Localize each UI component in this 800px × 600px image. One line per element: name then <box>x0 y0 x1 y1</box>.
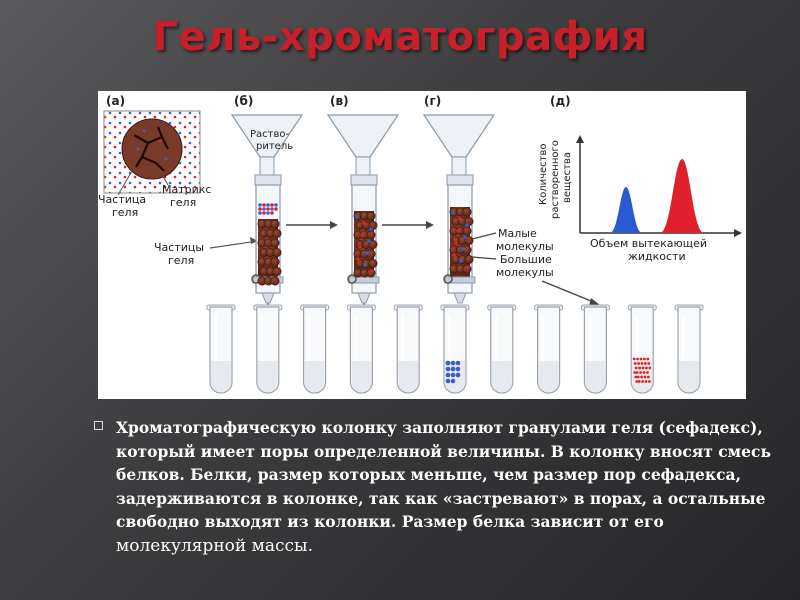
tube-liquid <box>258 361 278 392</box>
small-molecule <box>451 211 455 215</box>
small-molecule <box>446 379 451 384</box>
large-molecule <box>370 269 374 273</box>
small-molecule-peak <box>610 187 642 233</box>
panel-label-d: (г) <box>424 94 442 108</box>
small-molecule <box>446 361 451 366</box>
large-molecule <box>454 241 458 245</box>
gel-particle-label-2: геля <box>112 206 139 219</box>
large-molecule <box>641 362 644 365</box>
large-molecules-label-2: молекулы <box>496 266 554 279</box>
small-molecule <box>456 361 461 366</box>
large-molecule <box>636 358 639 361</box>
large-molecule <box>262 203 266 207</box>
large-molecule <box>644 362 647 365</box>
small-molecule <box>451 379 456 384</box>
gel-particle-label-1: Частица <box>98 193 147 206</box>
large-molecule <box>645 380 648 383</box>
small-molecule <box>274 203 278 207</box>
small-molecule <box>365 251 369 255</box>
large-molecules-label-1: Большие <box>500 253 552 266</box>
large-molecule <box>648 380 651 383</box>
description-paragraph <box>116 416 776 558</box>
large-molecule <box>645 367 648 370</box>
large-molecule-peak <box>660 159 704 233</box>
gel-bead <box>271 258 279 266</box>
large-molecule <box>270 211 274 215</box>
gel-bead <box>273 248 281 256</box>
large-molecule <box>641 380 644 383</box>
large-molecule <box>466 265 470 269</box>
large-molecule <box>646 358 649 361</box>
large-molecule <box>458 217 462 221</box>
gel-bead <box>465 255 473 263</box>
diagram-svg <box>98 91 746 399</box>
gel-particles-label-2: геля <box>168 254 195 267</box>
gel-particles-label-1: Частицы <box>154 241 205 254</box>
large-molecule <box>640 358 643 361</box>
small-molecule <box>258 211 262 215</box>
small-molecule <box>262 207 266 211</box>
gel-bead <box>463 227 471 235</box>
gel-bead <box>273 229 281 237</box>
large-molecule <box>640 376 643 379</box>
small-molecule <box>456 373 461 378</box>
gel-bead <box>271 239 279 247</box>
large-molecule <box>262 211 266 215</box>
panel-label-a: (а) <box>106 94 126 108</box>
large-molecule <box>636 371 639 374</box>
small-molecule <box>459 259 463 263</box>
gel-particle-inset <box>104 111 200 193</box>
large-molecule <box>644 376 647 379</box>
large-molecule <box>637 362 640 365</box>
large-molecule <box>647 362 650 365</box>
small-molecule <box>446 373 451 378</box>
solvent-label-2: ритель <box>256 141 294 152</box>
gel-bead <box>273 267 281 275</box>
slide-title: Гель-хроматография <box>152 14 648 60</box>
tube-liquid <box>351 361 371 392</box>
small-molecule <box>367 239 371 243</box>
large-molecule <box>637 376 640 379</box>
gel-beads <box>258 208 473 285</box>
tube-liquid <box>211 361 231 392</box>
large-molecule <box>638 380 641 383</box>
tube-liquid <box>398 361 418 392</box>
large-molecule <box>270 203 274 207</box>
small-molecule <box>258 203 262 207</box>
panel-label-e: (д) <box>550 94 571 108</box>
gel-bead <box>367 212 375 220</box>
y-axis-label-1: Количество <box>538 143 549 205</box>
tube-liquid <box>305 361 325 392</box>
large-molecule <box>356 257 360 261</box>
large-molecule <box>258 207 262 211</box>
panel-label-b: (б) <box>234 94 254 108</box>
gel-bead <box>369 259 377 267</box>
large-molecule <box>452 253 456 257</box>
large-molecule <box>635 367 638 370</box>
gel-bead <box>367 231 375 239</box>
large-molecule <box>635 380 638 383</box>
chromatography-diagram <box>98 91 746 399</box>
solvent-label-1: Раство- <box>250 129 290 140</box>
large-molecule <box>638 367 641 370</box>
large-molecule <box>647 376 650 379</box>
large-molecule <box>633 371 636 374</box>
large-molecule <box>274 207 278 211</box>
small-molecule <box>446 367 451 372</box>
small-molecule <box>363 263 367 267</box>
large-molecule <box>648 367 651 370</box>
gel-matrix-label-1: Матрикс <box>162 183 212 196</box>
large-molecule <box>639 371 642 374</box>
small-molecule <box>266 211 270 215</box>
small-molecules-label-2: молекулы <box>496 240 554 253</box>
test-tubes <box>207 305 703 393</box>
small-molecule <box>451 361 456 366</box>
x-axis-label-1: Объем вытекающей <box>590 237 708 250</box>
small-molecule <box>270 207 274 211</box>
bullet-icon <box>94 421 103 430</box>
gel-matrix-label-2: геля <box>170 196 197 209</box>
small-molecule <box>266 203 270 207</box>
large-molecule <box>642 367 645 370</box>
large-molecule <box>266 207 270 211</box>
large-molecule <box>360 233 364 237</box>
small-molecule <box>465 223 469 227</box>
y-axis-label-2: растворенного <box>550 140 561 219</box>
tube-liquid <box>539 361 559 392</box>
small-molecule <box>461 247 465 251</box>
small-molecules-label-1: Малые <box>498 227 537 240</box>
y-axis-label-3: вещества <box>562 152 573 203</box>
small-molecule <box>355 215 359 219</box>
panel-label-c: (в) <box>330 94 349 108</box>
tube-liquid <box>492 361 512 392</box>
gel-bead <box>271 220 279 228</box>
large-molecule <box>646 371 649 374</box>
small-molecule <box>451 373 456 378</box>
large-molecule <box>634 376 637 379</box>
large-molecule <box>643 358 646 361</box>
large-molecule <box>362 221 366 225</box>
paragraph-main: Хроматографическую колонку заполняют гранулами геля (сефадекс), который имеет поры определенной величины. В колонку вносят смесь белков. Белки, размер которых меньше, чем размер пор сефадекса, задерживаются в колонке, так как «застревают» в порах, а остальные свободно выходят из колонки. Размер белка зависит от его <box>116 418 771 531</box>
tube-liquid <box>679 361 699 392</box>
large-molecule <box>358 245 362 249</box>
large-molecule <box>643 371 646 374</box>
x-axis-label-2: жидкости <box>628 250 686 263</box>
gel-bead <box>271 277 279 285</box>
paragraph-end: молекулярной массы. <box>116 535 313 556</box>
small-molecule <box>369 227 373 231</box>
large-molecule <box>634 362 637 365</box>
small-molecule <box>456 367 461 372</box>
large-molecule <box>633 358 636 361</box>
large-molecule <box>456 229 460 233</box>
small-molecule <box>451 367 456 372</box>
elution-chart <box>576 135 742 237</box>
small-molecule <box>463 235 467 239</box>
gel-bead <box>463 208 471 216</box>
tube-liquid <box>585 361 605 392</box>
